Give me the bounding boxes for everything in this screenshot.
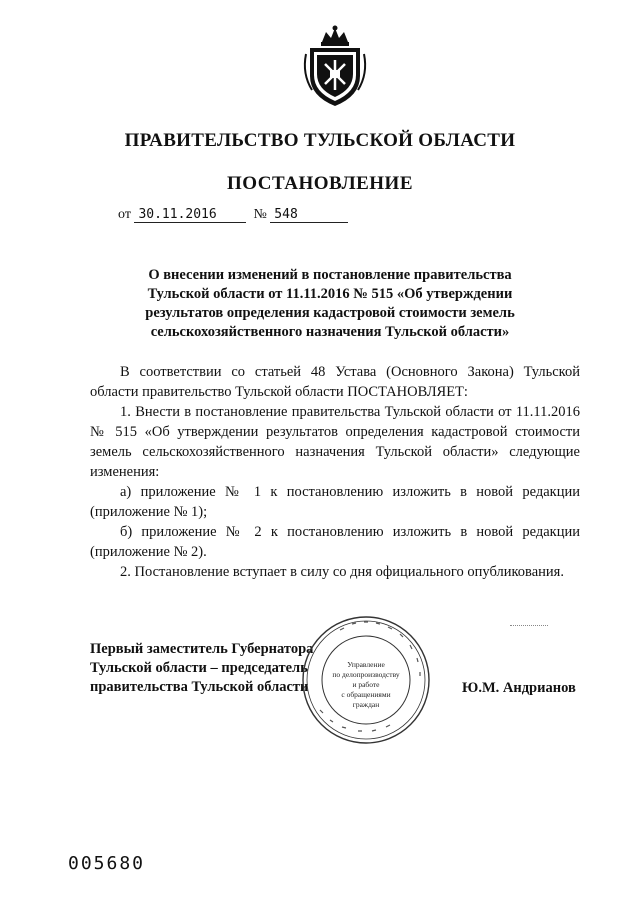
stamp-line: с обращениями bbox=[341, 690, 391, 699]
signer-position-line: Первый заместитель Губернатора bbox=[90, 641, 314, 657]
government-title: ПРАВИТЕЛЬСТВО ТУЛЬСКОЙ ОБЛАСТИ bbox=[124, 130, 516, 151]
body-paragraph-item-a: а) приложение № 1 к постановлению изложить в новой редакции (приложение № 1); bbox=[90, 484, 580, 520]
stamp-line: и работе bbox=[352, 680, 380, 689]
serial-number: 005680 bbox=[68, 853, 146, 874]
document-number: 548 bbox=[270, 207, 348, 223]
document-subject bbox=[90, 266, 570, 342]
margin-mark bbox=[510, 625, 548, 626]
document-date: 30.11.2016 bbox=[134, 207, 246, 223]
stamp-line: по делопроизводству bbox=[332, 670, 400, 679]
number-label: № bbox=[253, 207, 267, 222]
subject-line: Тульской области от 11.11.2016 № 515 «Об утверждении bbox=[147, 286, 513, 302]
signer-position-line: правительства Тульской области bbox=[90, 679, 309, 695]
date-label: от bbox=[118, 207, 131, 222]
body-paragraph-item-1: 1. Внести в постановление правительства Тульской области от 11.11.2016 № 515 «Об утверждении результатов определения кадастровой стоимости земель сельскохозяйственного назначения Тульской области» следующие изменения: bbox=[90, 404, 580, 480]
stamp-line: Управление bbox=[347, 660, 385, 669]
subject-line: О внесении изменений в постановление правительства bbox=[148, 267, 512, 283]
subject-line: результатов определения кадастровой стоимости земель bbox=[145, 305, 515, 321]
stamp-line: граждан bbox=[352, 700, 380, 709]
body-paragraph-item-b: б) приложение № 2 к постановлению изложить в новой редакции (приложение № 2). bbox=[90, 524, 580, 560]
signer-name: Ю.М. Андрианов bbox=[462, 680, 576, 696]
body-paragraph-item-2: 2. Постановление вступает в силу со дня официального опубликования. bbox=[120, 564, 564, 580]
date-number-line bbox=[118, 207, 348, 223]
stamp-text bbox=[330, 660, 402, 710]
signer-position-line: Тульской области – председатель bbox=[90, 660, 308, 676]
document-type: ПОСТАНОВЛЕНИЕ bbox=[226, 173, 414, 194]
subject-line: сельскохозяйственного назначения Тульской области» bbox=[150, 324, 510, 340]
coat-of-arms-icon bbox=[300, 24, 370, 108]
body-paragraph-preamble: В соответствии со статьей 48 Устава (Основного Закона) Тульской области правительство Тульской области ПОСТАНОВЛЯЕТ: bbox=[90, 364, 580, 400]
